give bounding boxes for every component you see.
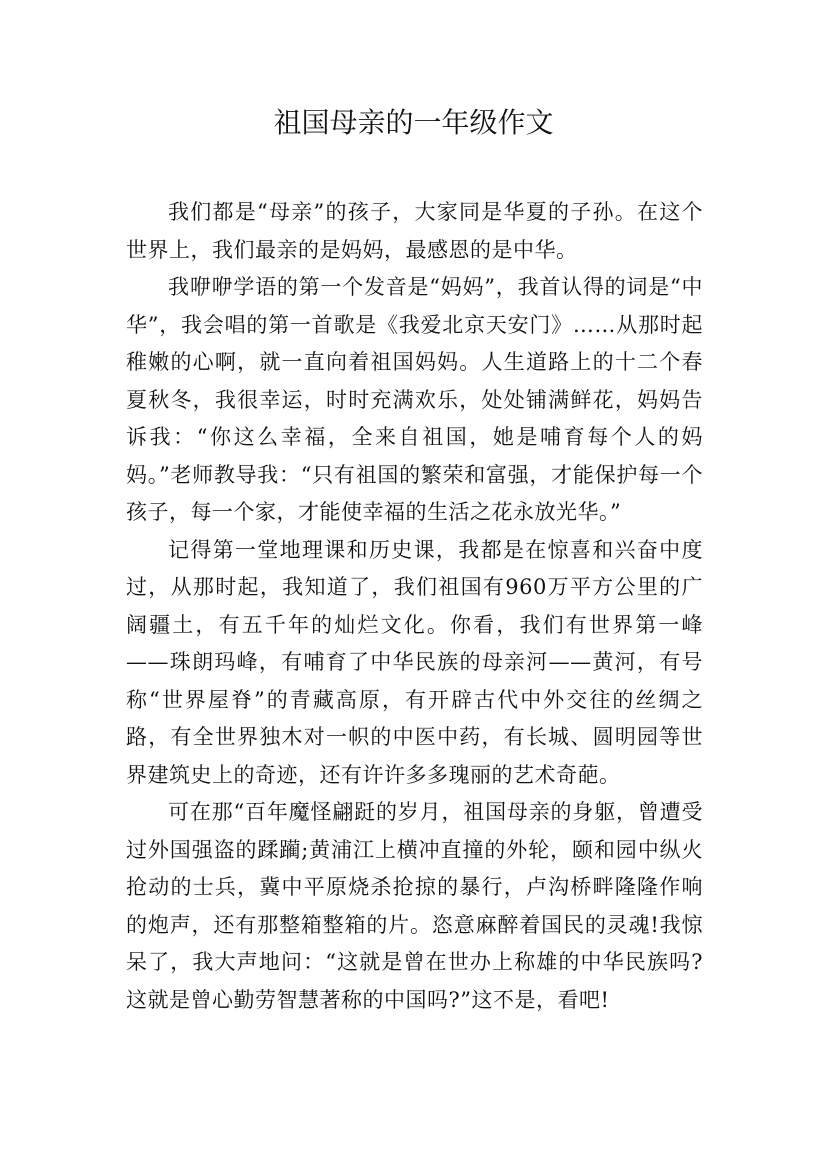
- document-body: [126, 194, 703, 1019]
- paragraph-1: 我们都是“母亲”的孩子，大家同是华夏的子孙。在这个世界上，我们最亲的是妈妈，最感恩的是中华。: [126, 200, 703, 262]
- paragraph-2: 我咿咿学语的第一个发音是“妈妈”，我首认得的词是“中华”，我会唱的第一首歌是《我爱北京天安门》……从那时起稚嫩的心啊，就一直向着祖国妈妈。人生道路上的十二个春夏秋冬，我很幸运，时时充满欢乐，处处铺满鲜花，妈妈告诉我：“你这么幸福，全来自祖国，她是哺育每个人的妈妈。”老师教导我：“只有祖国的繁荣和富强，才能保护每一个孩子，每一个家，才能使幸福的生活之花永放光华。”: [126, 275, 703, 524]
- paragraph-3: 记得第一堂地理课和历史课，我都是在惊喜和兴奋中度过，从那时起，我知道了，我们祖国有960万平方公里的广阔疆土，有五千年的灿烂文化。你看，我们有世界第一峰——珠朗玛峰，有哺育了中华民族的母亲河——黄河，有号称“世界屋脊”的青藏高原，有开辟古代中外交往的丝绸之路，有全世界独木对一帜的中医中药，有长城、圆明园等世界建筑史上的奇迹，还有许许多多瑰丽的艺术奇葩。: [126, 537, 703, 787]
- paragraph-4: 可在那“百年魔怪翩跹的岁月，祖国母亲的身躯，曾遭受过外国强盗的蹂躏;黄浦江上横冲直撞的外轮，颐和园中纵火抢动的士兵，冀中平原烧杀抢掠的暴行，卢沟桥畔隆隆作响的炮声，还有那整箱整箱的片。恣意麻醉着国民的灵魂!我惊呆了，我大声地问：“这就是曾在世办上称雄的中华民族吗?这就是曾心勤劳智慧著称的中国吗?”这不是，看吧!: [126, 800, 703, 1012]
- document-title: 祖国母亲的一年级作文: [273, 106, 554, 139]
